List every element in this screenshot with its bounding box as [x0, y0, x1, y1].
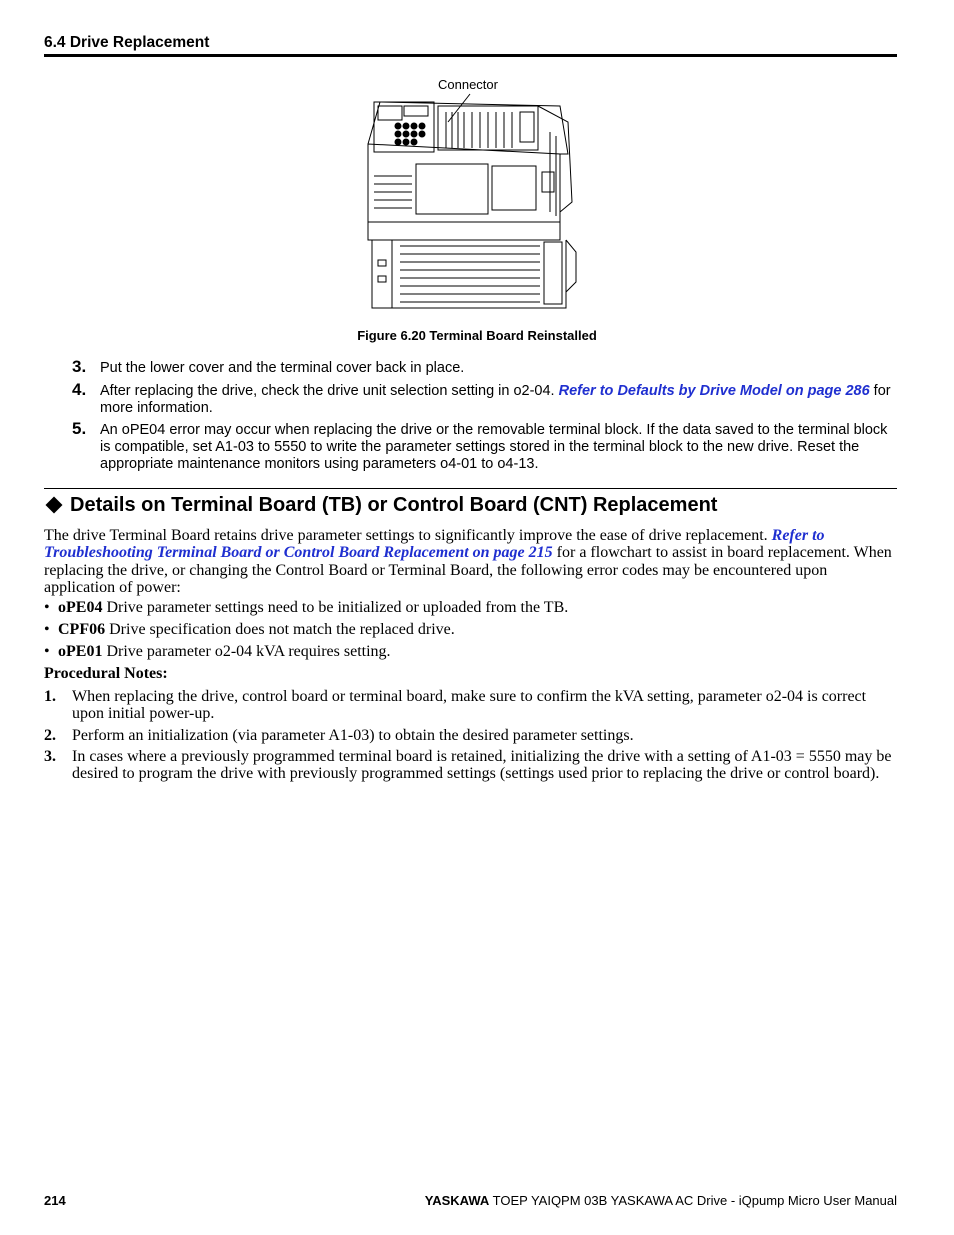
step-3 — [72, 357, 898, 377]
note-number: 1. — [44, 688, 56, 705]
note-item — [44, 727, 900, 744]
note-item — [44, 688, 900, 723]
step-text-before: After replacing the drive, check the drive unit selection setting in o2-04. — [100, 383, 559, 399]
section-header-title: 6.4 Drive Replacement — [44, 34, 210, 51]
step-text: Put the lower cover and the terminal cover back in place. — [100, 360, 465, 376]
footer-brand: YASKAWA — [424, 1193, 490, 1208]
header-rule — [44, 54, 897, 57]
figure-callout-label: Connector — [438, 77, 498, 92]
note-number: 2. — [44, 727, 56, 744]
list-item — [44, 643, 900, 661]
note-text: In cases where a previously programmed terminal board is retained, initializing the drive with a setting of A1-03 = 5550 may be desired to program the drive with previously programmed settings (settings used prior to replacing the drive or control board). — [72, 748, 892, 783]
section-title-text: Details on Terminal Board (TB) or Control Board (CNT) Replacement — [70, 494, 718, 516]
list-item — [44, 599, 900, 617]
error-code: oPE04 — [58, 599, 103, 616]
step-text — [100, 383, 898, 417]
footer-doc-text: TOEP YAIQPM 03B YASKAWA AC Drive - iQpump Micro User Manual — [489, 1193, 897, 1208]
step-number: 3. — [72, 357, 87, 376]
para-text-after: for a flowchart to assist in board replacement. When replacing the drive, or changing the Control Board or Terminal Board, the following error codes may be encountered upon application of power: — [44, 544, 892, 596]
note-number: 3. — [44, 748, 56, 765]
bullet-dot-icon: • — [44, 599, 50, 616]
para-text-before: The drive Terminal Board retains drive parameter settings to significantly improve the ease of drive replacement. — [44, 527, 772, 544]
list-item — [44, 621, 900, 639]
step-5 — [72, 419, 898, 473]
section-title — [44, 494, 717, 517]
procedural-notes-heading: Procedural Notes: — [44, 665, 168, 682]
error-code: CPF06 — [58, 621, 106, 638]
note-item — [44, 748, 900, 783]
xref-link-troubleshooting[interactable]: Refer to Troubleshooting Terminal Board or Control Board Replacement on page 215 — [44, 527, 825, 562]
figure-caption: Figure 6.20 Terminal Board Reinstalled — [357, 328, 597, 343]
note-text: When replacing the drive, control board or terminal board, make sure to confirm the kVA setting, parameter o2-04 is correct upon initial power-up. — [72, 688, 867, 723]
step-4 — [72, 380, 898, 417]
note-text: Perform an initialization (via parameter A1-03) to obtain the desired parameter settings. — [72, 727, 634, 744]
intro-paragraph — [44, 527, 900, 596]
error-description: Drive parameter o2-04 kVA requires setting. — [102, 643, 391, 660]
step-text-after: for more information. — [100, 383, 891, 416]
error-description: Drive parameter settings need to be initialized or uploaded from the TB. — [102, 599, 569, 616]
error-description: Drive specification does not match the replaced drive. — [105, 621, 455, 638]
diamond-bullet-icon — [46, 496, 63, 513]
page-number: 214 — [44, 1193, 66, 1208]
step-number: 4. — [72, 380, 87, 399]
section-rule — [44, 488, 897, 489]
error-code: oPE01 — [58, 643, 103, 660]
footer-doc-title — [425, 1193, 897, 1208]
drive-illustration — [360, 92, 585, 314]
bullet-dot-icon: • — [44, 621, 50, 638]
step-number: 5. — [72, 419, 87, 438]
step-text: An oPE04 error may occur when replacing the drive or the removable terminal block. If the data saved to the terminal block is compatible, set A1-03 to 5550 to write the parameter settings stored in the terminal block to the new drive. Reset the appropriate maintenance monitors using parameters o4-01 to o4-13. — [100, 422, 888, 472]
bullet-dot-icon: • — [44, 643, 50, 660]
xref-link-defaults[interactable]: Refer to Defaults by Drive Model on page 286 — [558, 383, 870, 399]
